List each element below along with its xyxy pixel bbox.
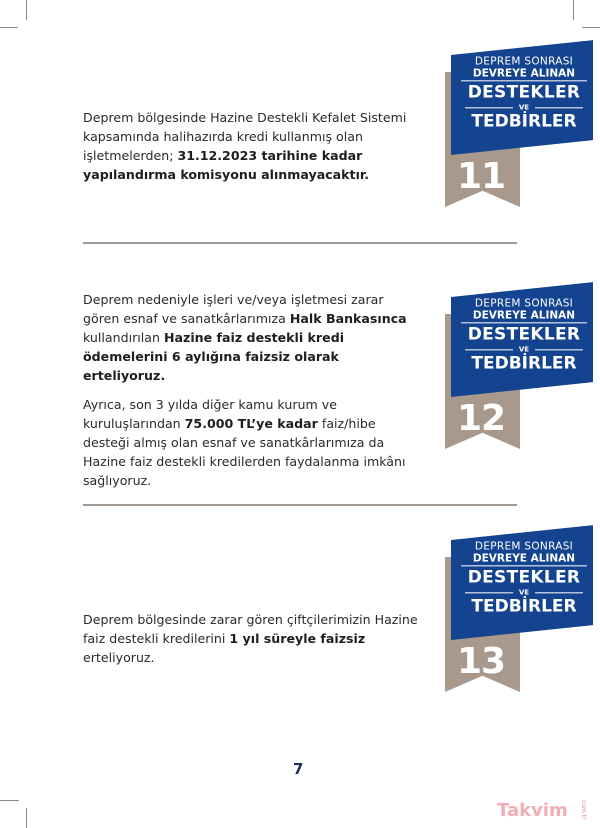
badge-banner bbox=[451, 282, 593, 397]
crop-mark-bottom-left-h bbox=[0, 800, 19, 801]
watermark-domain: com.tr bbox=[580, 800, 587, 820]
text-run: erteliyoruz. bbox=[83, 650, 155, 665]
badge-13 bbox=[445, 540, 595, 695]
section-12-text bbox=[83, 290, 423, 490]
badge-number: 13 bbox=[457, 641, 506, 682]
divider bbox=[83, 242, 517, 244]
badge-line2: DEVREYE ALINAN bbox=[461, 67, 587, 81]
badge-number: 11 bbox=[457, 156, 506, 197]
watermark-logo: Takvim bbox=[497, 800, 568, 821]
page-number: 7 bbox=[293, 760, 304, 778]
badge-banner bbox=[451, 525, 593, 640]
badge-11 bbox=[445, 55, 595, 210]
badge-line2: DEVREYE ALINAN bbox=[461, 309, 587, 323]
badge-12 bbox=[445, 297, 595, 452]
text-run: Deprem bölgesinde zarar gören çiftçilerimizin Hazine faiz destekli kredilerini bbox=[83, 612, 418, 646]
section-13-text bbox=[83, 610, 423, 667]
crop-mark-bottom-left-v bbox=[26, 808, 27, 828]
badge-line3: DESTEKLER bbox=[467, 82, 581, 103]
crop-mark-top-left-v bbox=[26, 0, 27, 20]
badge-line4: TEDBİRLER bbox=[471, 111, 577, 132]
text-run: Ayrıca, son 3 yılda diğer kamu kurum ve kuruluşlarından bbox=[83, 397, 337, 431]
crop-mark-top-left-h bbox=[0, 27, 18, 28]
section-11-text bbox=[83, 108, 423, 184]
bold-text-run: Hazine faiz destekli kredi ödemelerini 6 aylığına faizsiz olarak erteliyoruz. bbox=[83, 330, 345, 383]
badge-line3: DESTEKLER bbox=[467, 324, 581, 345]
badge-line2: DEVREYE ALINAN bbox=[461, 552, 587, 566]
badge-line3: DESTEKLER bbox=[467, 567, 581, 588]
divider bbox=[83, 504, 517, 506]
badge-connector: VE bbox=[461, 588, 587, 596]
crop-mark-top-right-v bbox=[573, 0, 574, 20]
badge-number: 12 bbox=[457, 398, 506, 439]
section-paragraph bbox=[83, 290, 423, 385]
text-run: kullandırılan bbox=[83, 330, 164, 345]
bold-text-run: 31.12.2023 tarihine kadar yapılandırma komisyonu alınmayacaktır. bbox=[83, 148, 370, 182]
text-run: faiz/hibe desteği almış olan esnaf ve sanatkârlarımıza da Hazine faiz destekli kredilerden faydalanma imkânı sağlıyoruz. bbox=[83, 416, 406, 488]
badge-connector: VE bbox=[461, 345, 587, 353]
text-run: Deprem bölgesinde Hazine Destekli Kefalet Sistemi kapsamında halihazırda kredi kullanmış olan işletmelerden; bbox=[83, 110, 407, 163]
bold-text-run: 75.000 TL’ye kadar bbox=[184, 416, 318, 431]
section-paragraph bbox=[83, 610, 423, 667]
section-paragraph bbox=[83, 108, 423, 184]
badge-line1: DEPREM SONRASI bbox=[474, 55, 574, 68]
badge-line1: DEPREM SONRASI bbox=[474, 540, 574, 553]
badge-line4: TEDBİRLER bbox=[471, 596, 577, 617]
bold-text-run: 1 yıl süreyle faizsiz bbox=[229, 631, 366, 646]
badge-line4: TEDBİRLER bbox=[471, 353, 577, 374]
bold-text-run: Halk Bankasınca bbox=[289, 311, 407, 326]
badge-line1: DEPREM SONRASI bbox=[474, 297, 574, 310]
crop-mark-top-right-h bbox=[582, 27, 600, 28]
text-run: Deprem nedeniyle işleri ve/veya işletmesi zarar gören esnaf ve sanatkârlarımıza bbox=[83, 292, 384, 326]
section-paragraph bbox=[83, 395, 423, 490]
badge-connector: VE bbox=[461, 103, 587, 111]
badge-banner bbox=[451, 40, 593, 155]
